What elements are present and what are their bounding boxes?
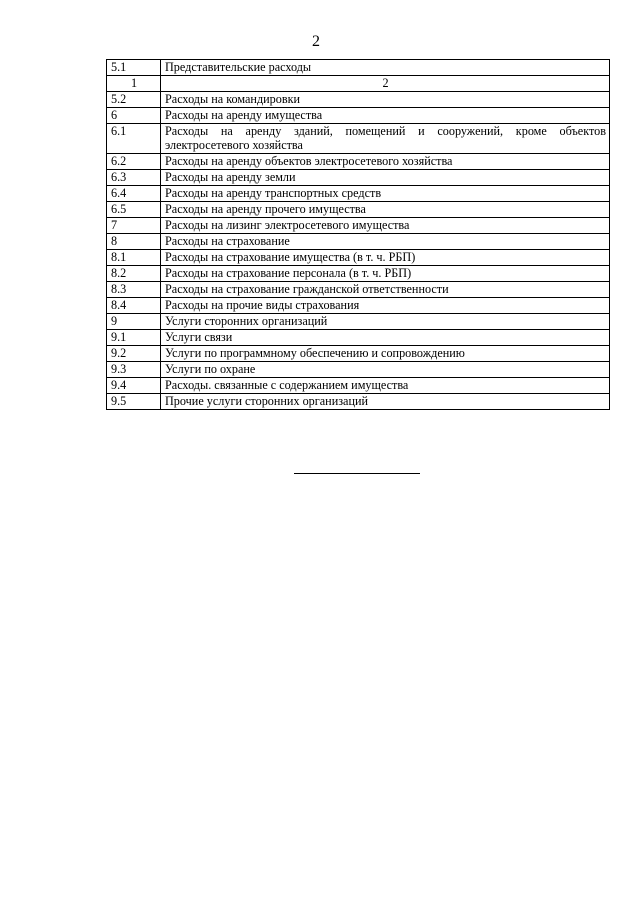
- row-name: Расходы. связанные с содержанием имущества: [161, 378, 610, 394]
- row-name: Расходы на страхование персонала (в т. ч. РБП): [161, 266, 610, 282]
- row-name: Расходы на аренду прочего имущества: [161, 202, 610, 218]
- table-row: [107, 170, 610, 186]
- row-name: Представительские расходы: [161, 60, 610, 76]
- row-code: 5.1: [107, 60, 161, 76]
- table-row: [107, 394, 610, 410]
- table-row: [107, 60, 610, 76]
- page-number: 2: [312, 33, 320, 50]
- row-code: 6.1: [107, 124, 161, 154]
- row-name: Услуги по охране: [161, 362, 610, 378]
- table-row: [107, 124, 610, 154]
- table-row: [107, 298, 610, 314]
- row-code: 9.3: [107, 362, 161, 378]
- row-code: 9.5: [107, 394, 161, 410]
- row-code: 6: [107, 108, 161, 124]
- row-name: Расходы на аренду имущества: [161, 108, 610, 124]
- row-name: Расходы на аренду зданий, помещений и сооружений, кроме объектов электросетевого хозяйства: [161, 124, 610, 154]
- closing-divider: [294, 473, 420, 474]
- table-row: [107, 218, 610, 234]
- column-number-row: [107, 76, 610, 92]
- table-row: [107, 282, 610, 298]
- table-row: [107, 314, 610, 330]
- row-name: Расходы на командировки: [161, 92, 610, 108]
- row-name: Расходы на аренду транспортных средств: [161, 186, 610, 202]
- row-name: Услуги связи: [161, 330, 610, 346]
- row-name: Услуги по программному обеспечению и сопровождению: [161, 346, 610, 362]
- table-row: [107, 108, 610, 124]
- column-number-2: 2: [161, 76, 610, 92]
- table-row: [107, 186, 610, 202]
- row-code: 9.1: [107, 330, 161, 346]
- row-name: Услуги сторонних организаций: [161, 314, 610, 330]
- table-row: [107, 362, 610, 378]
- row-name: Расходы на лизинг электросетевого имущества: [161, 218, 610, 234]
- row-code: 6.2: [107, 154, 161, 170]
- row-code: 8.1: [107, 250, 161, 266]
- table-row: [107, 92, 610, 108]
- row-name: Расходы на страхование гражданской ответственности: [161, 282, 610, 298]
- table-row: [107, 234, 610, 250]
- expense-table: [106, 59, 610, 410]
- table-row: [107, 346, 610, 362]
- row-code: 6.4: [107, 186, 161, 202]
- table-row: [107, 154, 610, 170]
- table-row: [107, 250, 610, 266]
- row-code: 6.5: [107, 202, 161, 218]
- row-name: Расходы на прочие виды страхования: [161, 298, 610, 314]
- row-code: 7: [107, 218, 161, 234]
- row-name: Расходы на аренду земли: [161, 170, 610, 186]
- column-number-1: 1: [107, 76, 161, 92]
- row-code: 8.4: [107, 298, 161, 314]
- table-row: [107, 266, 610, 282]
- row-name: Прочие услуги сторонних организаций: [161, 394, 610, 410]
- row-name: Расходы на аренду объектов электросетевого хозяйства: [161, 154, 610, 170]
- table-row: [107, 378, 610, 394]
- row-code: 9: [107, 314, 161, 330]
- row-code: 5.2: [107, 92, 161, 108]
- table-row: [107, 202, 610, 218]
- table-row: [107, 330, 610, 346]
- row-code: 8: [107, 234, 161, 250]
- row-code: 8.3: [107, 282, 161, 298]
- row-code: 6.3: [107, 170, 161, 186]
- row-code: 8.2: [107, 266, 161, 282]
- row-name: Расходы на страхование: [161, 234, 610, 250]
- row-code: 9.4: [107, 378, 161, 394]
- row-code: 9.2: [107, 346, 161, 362]
- row-name: Расходы на страхование имущества (в т. ч. РБП): [161, 250, 610, 266]
